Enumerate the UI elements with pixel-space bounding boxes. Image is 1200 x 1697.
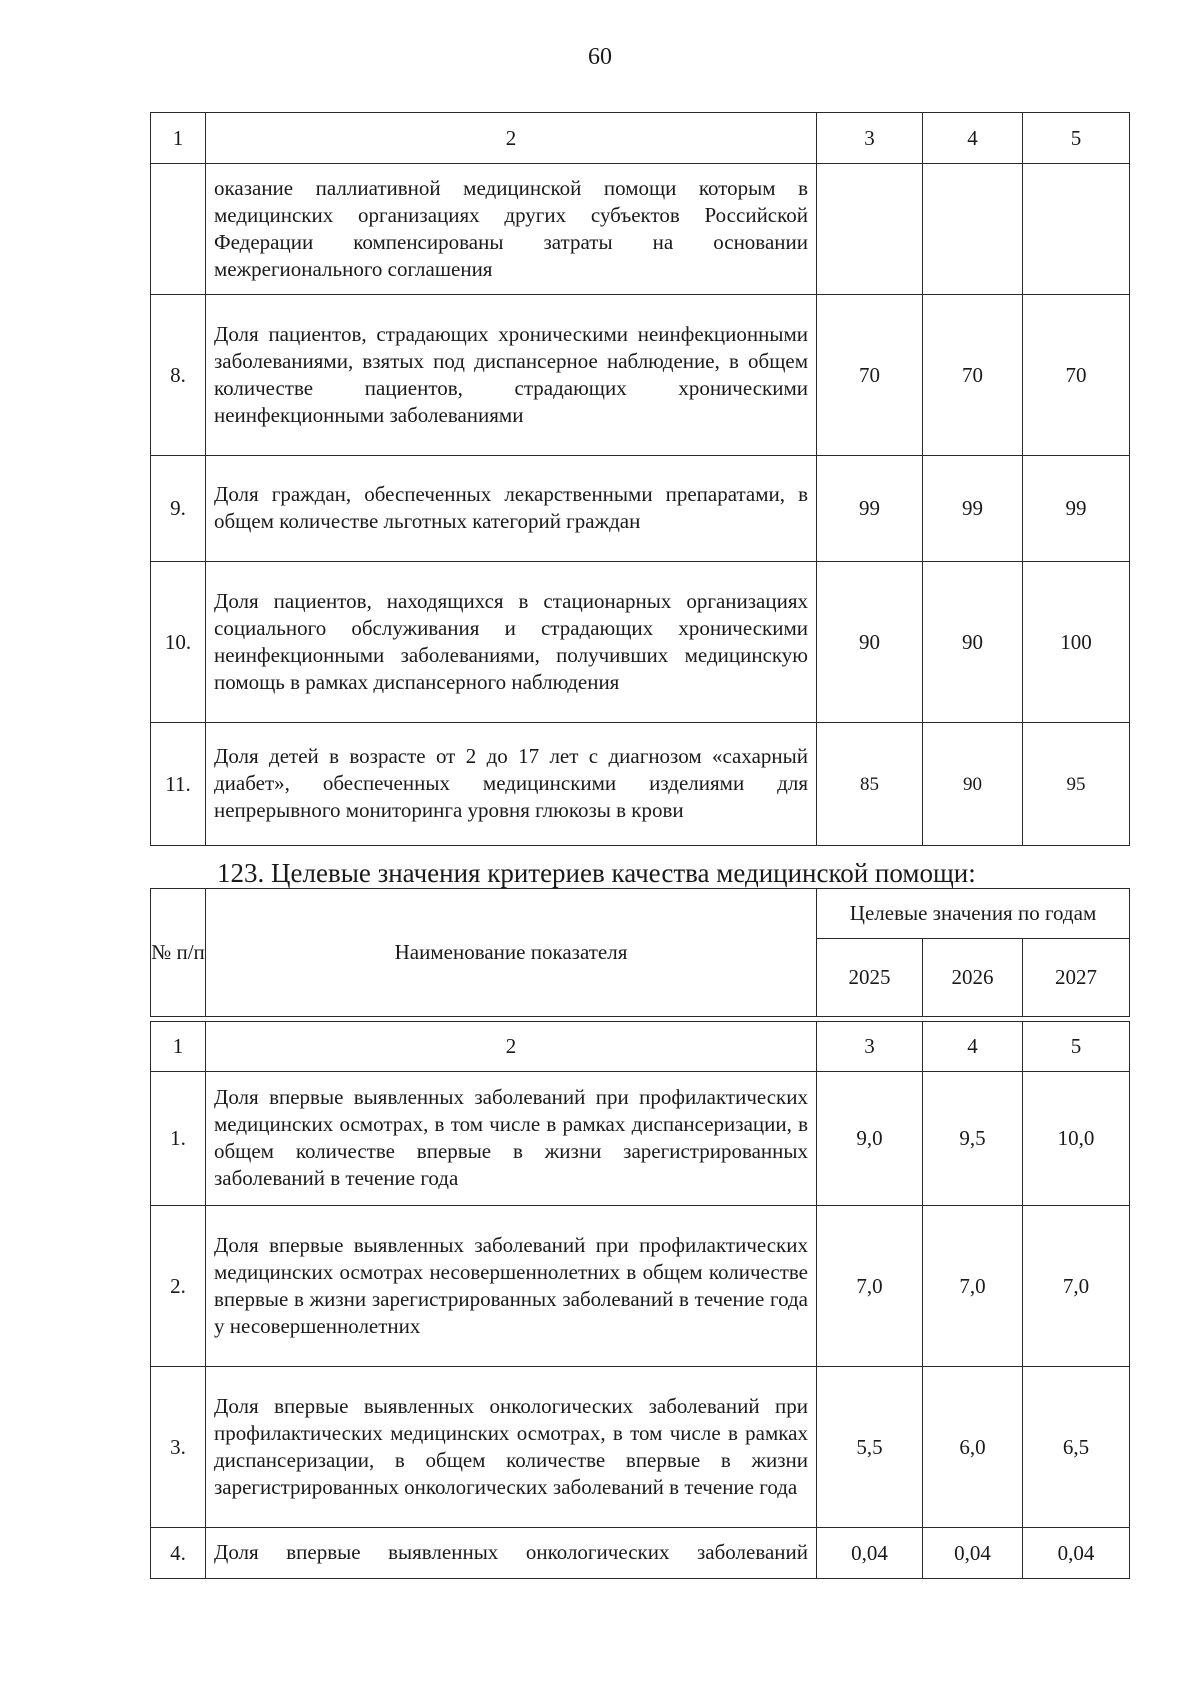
indicator-name: Доля детей в возрасте от 2 до 17 лет с диагнозом «сахарный диабет», обеспеченных медицинскими изделиями для непрерывного мониторинга уровня глюкозы в крови [206,723,817,846]
number-column-header: № п/п [151,889,206,1017]
indicator-name: Доля впервые выявленных онкологических заболеваний [206,1528,817,1579]
table-row [151,1528,1130,1579]
indicator-column-header: Наименование показателя [206,889,817,1017]
column-number: 2 [206,113,817,164]
quality-criteria-table [150,1021,1130,1579]
table-row [151,164,1130,295]
indicator-name: Доля пациентов, страдающих хроническими неинфекционными заболеваниями, взятых под диспансерное наблюдение, в общем количестве пациентов, страдающих хроническими неинфекционными заболеваниями [206,295,817,456]
table-row [151,1206,1130,1367]
year-header: 2027 [1023,939,1130,1017]
section-title: 123. Целевые значения критериев качества медицинской помощи: [217,858,976,888]
indicator-name: Доля впервые выявленных онкологических заболеваний при профилактических медицинских осмотрах, в том числе в рамках диспансеризации, в общем количестве впервые в жизни зарегистрированных онкологических заболеваний в течение года [206,1367,817,1528]
column-number-row [151,1022,1130,1072]
value-2026: 99 [923,456,1023,562]
table-row [151,456,1130,562]
value-2025 [817,164,923,295]
value-2026: 7,0 [923,1206,1023,1367]
column-number: 2 [206,1022,817,1072]
row-number: 9. [151,456,206,562]
value-2026: 90 [923,723,1023,846]
column-number: 4 [923,1022,1023,1072]
table-row [151,723,1130,846]
row-number: 8. [151,295,206,456]
value-2027: 95 [1023,723,1130,846]
value-2025: 7,0 [817,1206,923,1367]
quality-criteria-table-header [150,888,1130,1017]
row-number: 11. [151,723,206,846]
value-2027 [1023,164,1130,295]
table-row [151,1072,1130,1206]
row-number [151,164,206,295]
value-2025: 99 [817,456,923,562]
column-number: 3 [817,1022,923,1072]
value-2026: 6,0 [923,1367,1023,1528]
row-number: 3. [151,1367,206,1528]
value-2026: 9,5 [923,1072,1023,1206]
value-2026: 0,04 [923,1528,1023,1579]
row-number: 4. [151,1528,206,1579]
row-number: 1. [151,1072,206,1206]
table-row [151,562,1130,723]
value-2025: 85 [817,723,923,846]
row-number: 10. [151,562,206,723]
indicator-name: Доля впервые выявленных заболеваний при профилактических медицинских осмотрах, в том числе в рамках диспансеризации, в общем количестве впервые в жизни зарегистрированных заболеваний в течение года [206,1072,817,1206]
column-number: 1 [151,113,206,164]
value-2027: 7,0 [1023,1206,1130,1367]
year-header: 2026 [923,939,1023,1017]
value-2027: 70 [1023,295,1130,456]
value-2025: 5,5 [817,1367,923,1528]
column-number: 4 [923,113,1023,164]
value-2026 [923,164,1023,295]
row-number: 2. [151,1206,206,1367]
value-2026: 90 [923,562,1023,723]
column-number-row [151,113,1130,164]
indicator-name: Доля впервые выявленных заболеваний при профилактических медицинских осмотрах несовершеннолетних в общем количестве впервые в жизни зарегистрированных заболеваний в течение года у несовершеннолетних [206,1206,817,1367]
table-row [151,1367,1130,1528]
indicator-name: Доля пациентов, находящихся в стационарных организациях социального обслуживания и страдающих хроническими неинфекционными заболеваниями, получивших медицинскую помощь в рамках диспансерного наблюдения [206,562,817,723]
indicators-table-continued [150,112,1130,846]
value-2025: 70 [817,295,923,456]
column-number: 5 [1023,1022,1130,1072]
page-number: 60 [588,44,612,70]
value-2025: 90 [817,562,923,723]
column-number: 5 [1023,113,1130,164]
column-number: 3 [817,113,923,164]
indicator-name: оказание паллиативной медицинской помощи которым в медицинских организациях других субъектов Российской Федерации компенсированы затраты на основании межрегионального соглашения [206,164,817,295]
value-2027: 99 [1023,456,1130,562]
indicator-name: Доля граждан, обеспеченных лекарственными препаратами, в общем количестве льготных категорий граждан [206,456,817,562]
value-2025: 9,0 [817,1072,923,1206]
value-2025: 0,04 [817,1528,923,1579]
value-2027: 10,0 [1023,1072,1130,1206]
column-number: 1 [151,1022,206,1072]
value-2027: 0,04 [1023,1528,1130,1579]
year-header: 2025 [817,939,923,1017]
value-2027: 100 [1023,562,1130,723]
table-row [151,295,1130,456]
value-2027: 6,5 [1023,1367,1130,1528]
target-values-header: Целевые значения по годам [817,889,1130,939]
value-2026: 70 [923,295,1023,456]
